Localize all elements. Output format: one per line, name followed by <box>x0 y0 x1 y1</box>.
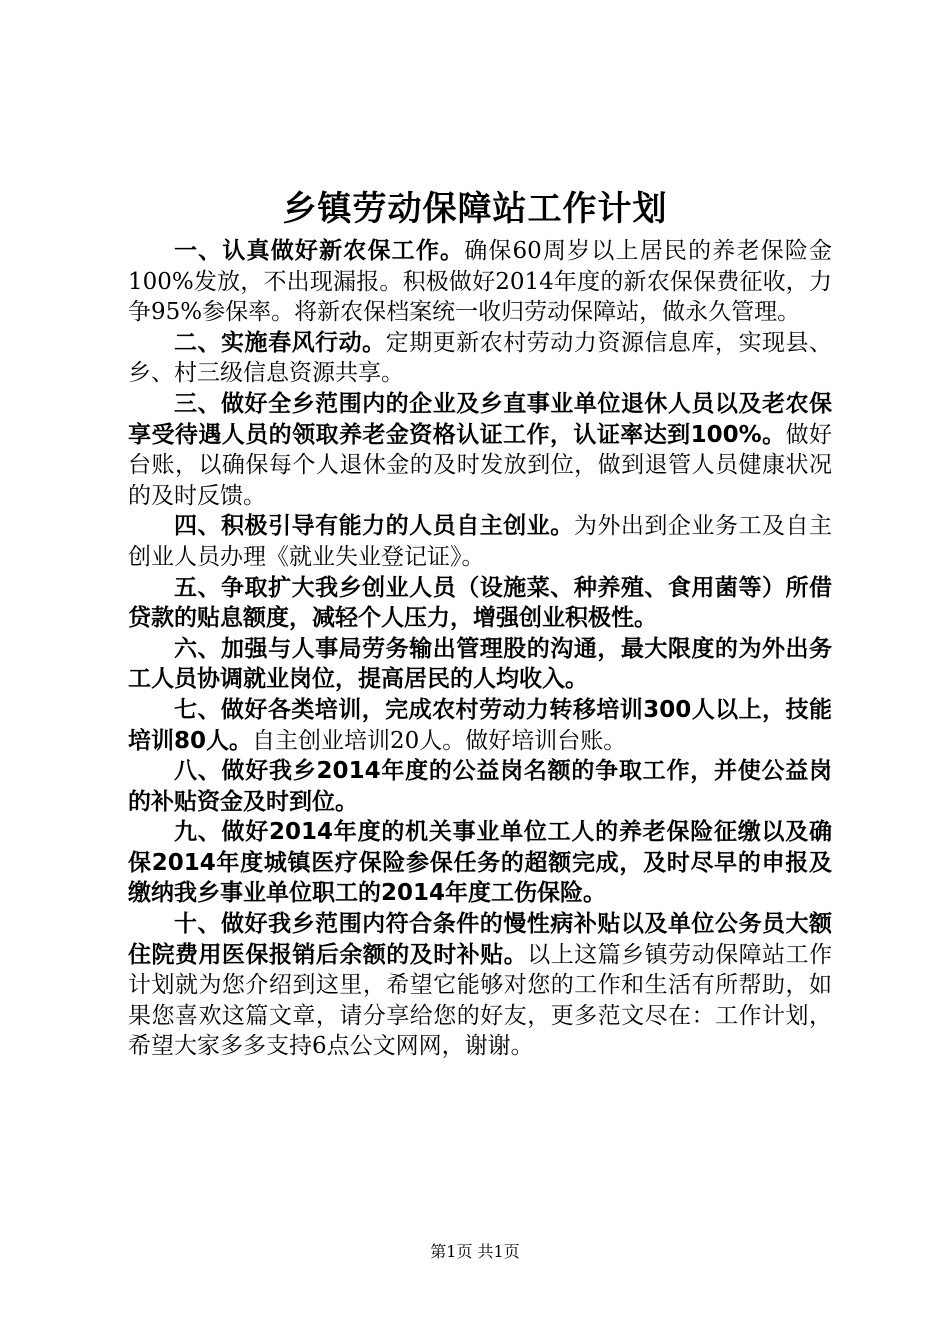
paragraph-2 <box>128 328 832 389</box>
paragraph-text: 确保60周岁以上居民的养老保险金100%发放，不出现漏报。积极做好2014年度的新农保保费征收，力争95%参保率。将新农保档案统一收归劳动保障站，做永久管理。 <box>128 238 832 326</box>
paragraph-lead: 四、积极引导有能力的人员自主创业。 <box>174 513 574 540</box>
paragraph-text: 做好台账，以确保每个人退休金的及时发放到位，做到退管人员健康状况的及时反馈。 <box>128 421 833 509</box>
paragraph-lead: 六、加强与人事局劳务输出管理股的沟通，最大限度的为外出务工人员协调就业岗位，提高居民的人均收入。 <box>128 635 832 693</box>
paragraph-lead: 九、做好2014年度的机关事业单位工人的养老保险征缴以及确保2014年度城镇医疗保险参保任务的超额完成，及时尽早的申报及缴纳我乡事业单位职工的2014年度工伤保险。 <box>128 819 832 907</box>
paragraph-lead: 五、争取扩大我乡创业人员（设施菜、种养殖、食用菌等）所借贷款的贴息额度，减轻个人压力，增强创业积极性。 <box>128 574 832 632</box>
page-footer: 第1页 共1页 <box>430 1242 520 1261</box>
paragraph-text: 定期更新农村劳动力资源信息库，实现县、乡、村三级信息资源共享。 <box>128 329 833 387</box>
paragraph-5 <box>128 573 832 634</box>
paragraph-lead: 十、做好我乡范围内符合条件的慢性病补贴以及单位公务员大额住院费用医保报销后余额的及时补贴。 <box>128 911 832 968</box>
paragraph-6 <box>128 634 832 695</box>
paragraph-7 <box>128 695 832 756</box>
paragraph-10 <box>128 909 832 1062</box>
paragraph-4 <box>128 511 832 572</box>
paragraph-1 <box>128 236 832 328</box>
paragraph-lead: 七、做好各类培训，完成农村劳动力转移培训300人以上，技能培训80人。 <box>128 696 832 754</box>
paragraph-lead: 八、做好我乡2014年度的公益岗名额的争取工作，并使公益岗的补贴资金及时到位。 <box>128 758 832 815</box>
paragraph-text: 自主创业培训20人。做好培训台账。 <box>252 727 627 754</box>
document-title: 乡镇劳动保障站工作计划 <box>282 189 668 229</box>
paragraph-text: 以上这篇乡镇劳动保障站工作计划就为您介绍到这里，希望它能够对您的工作和生活有所帮助，如果您喜欢这篇文章，请分享给您的好友，更多范文尽在：工作计划，希望大家多多支持6点公文网网，谢谢。 <box>128 941 833 1060</box>
paragraph-9 <box>128 817 832 909</box>
paragraph-lead: 一、认真做好新农保工作。 <box>174 238 465 264</box>
paragraph-lead: 二、实施春风行动。 <box>174 329 386 356</box>
paragraph-8 <box>128 756 832 817</box>
paragraph-lead: 三、做好全乡范围内的企业及乡直事业单位退休人员以及老农保享受待遇人员的领取养老金资格认证工作，认证率达到100%。 <box>128 390 832 448</box>
paragraph-3 <box>128 389 832 511</box>
paragraph-text: 为外出到企业务工及自主创业人员办理《就业失业登记证》。 <box>128 513 833 570</box>
document-body <box>128 236 832 1062</box>
